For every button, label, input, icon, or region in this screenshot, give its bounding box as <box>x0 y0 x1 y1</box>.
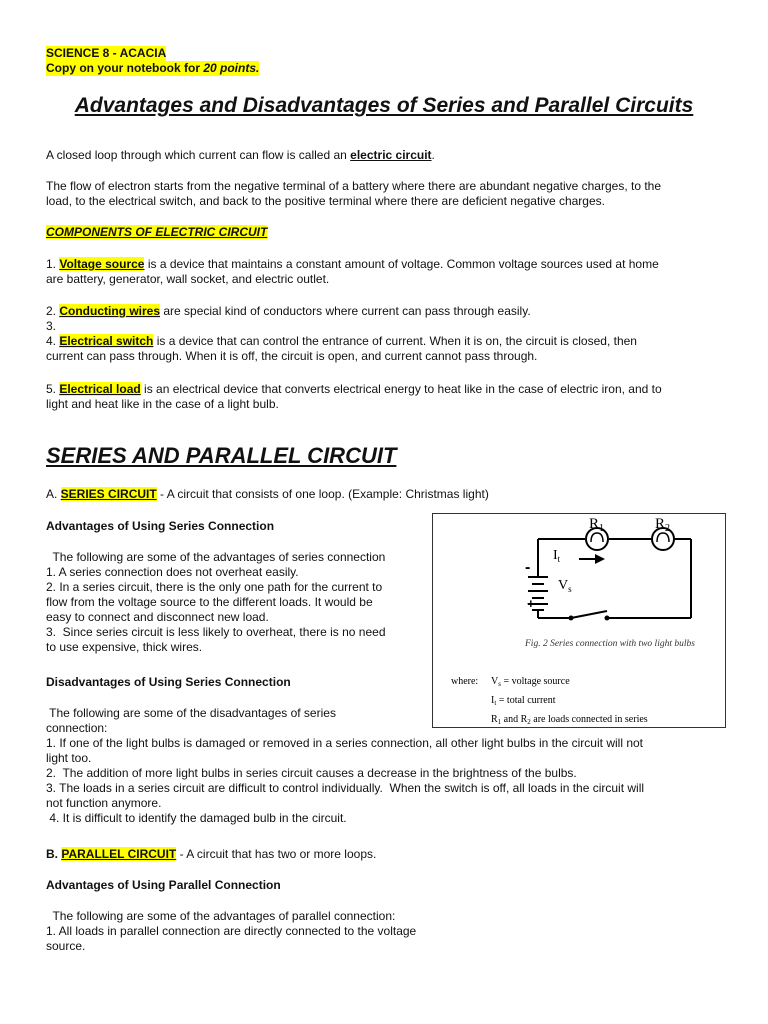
page-title: Advantages and Disadvantages of Series and Parallel Circuits <box>74 94 694 117</box>
adv-parallel-heading: Advantages of Using Parallel Connection <box>46 878 281 892</box>
item4-line1: is a device that can control the entrance of current. When it is on, the circuit is closed, then <box>153 334 637 348</box>
adv-parallel-line: source. <box>46 939 86 953</box>
label-it: $I_t$ <box>553 548 561 564</box>
series-circuit-diagram <box>433 514 725 727</box>
adv-parallel-line: The following are some of the advantages of parallel connection: <box>46 909 396 923</box>
disadv-series-line: connection: <box>46 721 108 735</box>
term-electrical-load: Electrical load <box>59 382 141 396</box>
component-item-1 <box>46 257 659 287</box>
item5-line2: light and heat like in the case of a light bulb. <box>46 397 279 411</box>
intro-p1-suffix: . <box>431 148 435 162</box>
legend-voltage-source: $V_s$ = voltage source <box>491 676 570 688</box>
label-vs: $V_s$ <box>558 578 572 594</box>
item2-num: 2. <box>46 304 60 318</box>
adv-series-line: 2. In a series circuit, there is the only one path for the current to <box>46 580 383 594</box>
adv-series-line: 3. Since series circuit is less likely to overheat, there is no need <box>46 625 386 639</box>
label-plus: + <box>527 596 535 611</box>
item4-num: 4. <box>46 334 60 348</box>
current-arrow-icon <box>579 554 605 564</box>
class-header <box>46 46 259 76</box>
disadv-series-line: 2. The addition of more light bulbs in series circuit causes a decrease in the brightness of the bulbs. <box>46 766 577 780</box>
components-heading <box>46 225 267 240</box>
item3-num: 3. <box>46 319 57 333</box>
section-heading: SERIES AND PARALLEL CIRCUIT <box>46 443 397 468</box>
components-heading-text: COMPONENTS OF ELECTRIC CIRCUIT <box>46 225 268 239</box>
item1-num: 1. <box>46 257 60 271</box>
term-electrical-switch: Electrical switch <box>59 334 154 348</box>
instructions-points: 20 points. <box>203 61 260 75</box>
item1-line1: is a device that maintains a constant amount of voltage. Common voltage sources used at home <box>144 257 659 271</box>
adv-series-list <box>46 550 386 655</box>
intro-paragraph-1 <box>46 148 435 163</box>
item4-line2: current can pass through. When it is off, the circuit is open, and current cannot pass through. <box>46 349 538 363</box>
label-r1: $R_1$ <box>589 516 605 534</box>
adv-series-line: to use expensive, thick wires. <box>46 640 203 654</box>
intro-p2-line1: The flow of electron starts from the negative terminal of a battery where there are abundant negative charges, to the <box>46 179 662 193</box>
component-item-5 <box>46 382 662 412</box>
adv-series-heading: Advantages of Using Series Connection <box>46 519 275 533</box>
legend-loads: $R_1$ and $R_2$ are loads connected in series <box>491 714 648 726</box>
legend-total-current: $I_t$ = total current <box>491 695 556 707</box>
disadv-series-heading: Disadvantages of Using Series Connection <box>46 675 291 689</box>
component-item-2 <box>46 304 637 364</box>
instructions-prefix: Copy on your notebook for <box>46 61 204 75</box>
label-minus: - <box>525 559 531 576</box>
term-electric-circuit: electric circuit <box>350 148 432 162</box>
parallel-definition-text: - A circuit that has two or more loops. <box>176 847 377 861</box>
term-series-circuit: SERIES CIRCUIT <box>60 487 157 501</box>
series-circuit-figure <box>432 513 726 728</box>
disadv-series-line: 1. If one of the light bulbs is damaged or removed in a series connection, all other light bulbs in the circuit will not <box>46 736 643 750</box>
adv-series-line: easy to connect and disconnect new load. <box>46 610 269 624</box>
disadv-series-line: 4. It is difficult to identify the damaged bulb in the circuit. <box>46 811 347 825</box>
term-conducting-wires: Conducting wires <box>59 304 161 318</box>
intro-p1-prefix: A closed loop through which current can flow is called an <box>46 148 351 162</box>
adv-series-line: 1. A series connection does not overheat easily. <box>46 565 299 579</box>
parallel-circuit-definition <box>46 847 376 862</box>
adv-series-line: flow from the voltage source to the different loads. It would be <box>46 595 373 609</box>
disadv-series-line: 3. The loads in a series circuit are difficult to control individually. When the switch is off, all loads in the circuit will <box>46 781 645 795</box>
term-parallel-circuit: PARALLEL CIRCUIT <box>61 847 177 861</box>
series-prefix: A. <box>46 487 61 501</box>
item2-text: are special kind of conductors where current can pass through easily. <box>160 304 531 318</box>
intro-p2-line2: load, to the electrical switch, and back to the positive terminal where there are deficient negative charges. <box>46 194 605 208</box>
series-circuit-definition <box>46 487 489 502</box>
adv-series-line: The following are some of the advantages of series connection <box>46 550 386 564</box>
intro-paragraph-2 <box>46 179 661 209</box>
item1-line2: are battery, generator, wall socket, and electric outlet. <box>46 272 330 286</box>
disadv-series-line: The following are some of the disadvantages of series <box>46 706 336 720</box>
label-r2: $R_2$ <box>655 516 671 534</box>
item5-num: 5. <box>46 382 60 396</box>
legend-where: where: <box>451 676 479 687</box>
adv-parallel-line: 1. All loads in parallel connection are directly connected to the voltage <box>46 924 417 938</box>
disadv-series-line: light too. <box>46 751 92 765</box>
item5-line1: is an electrical device that converts electrical energy to heat like in the case of electric iron, and to <box>140 382 662 396</box>
class-name: SCIENCE 8 - ACACIA <box>46 46 167 60</box>
instructions <box>46 61 259 76</box>
disadv-series-line: not function anymore. <box>46 796 162 810</box>
term-voltage-source: Voltage source <box>59 257 145 271</box>
series-definition-text: - A circuit that consists of one loop. (Example: Christmas light) <box>156 487 489 501</box>
adv-parallel-list <box>46 909 416 954</box>
parallel-prefix: B. <box>46 847 62 861</box>
figure-caption: Fig. 2 Series connection with two light bulbs <box>525 639 695 649</box>
